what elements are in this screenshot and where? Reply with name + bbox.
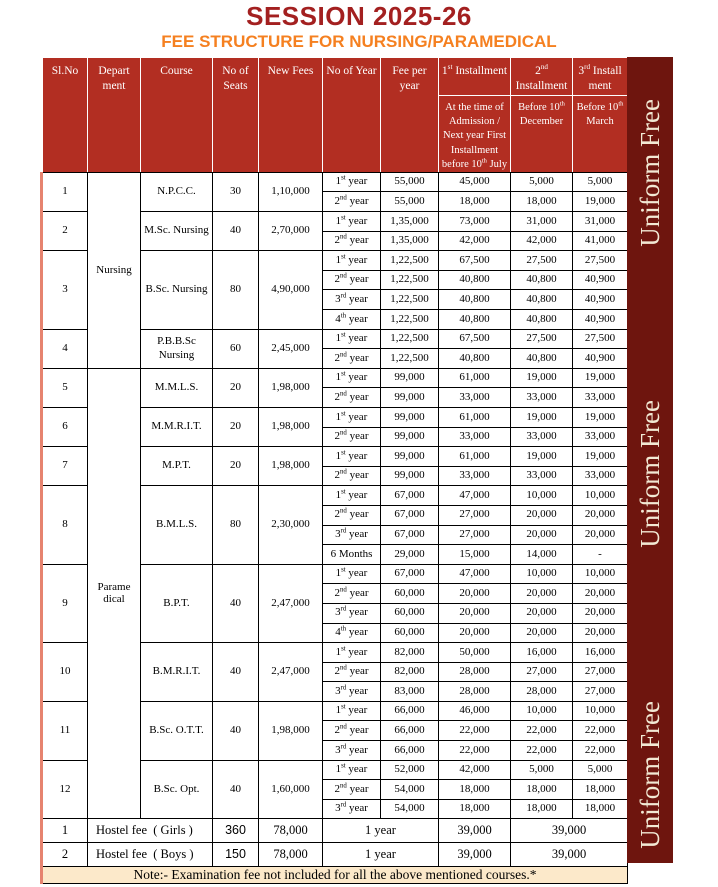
cell-year: 1st year [323, 701, 381, 721]
cell-year: 1st year [323, 251, 381, 271]
cell-year: 2nd year [323, 192, 381, 212]
cell-fee-per-year: 1,22,500 [381, 349, 439, 369]
cell-fee-per-year: 99,000 [381, 368, 439, 388]
cell-installment-1: 39,000 [439, 819, 511, 843]
cell-installment-1: 18,000 [439, 799, 511, 819]
cell-course: B.Sc. Opt. [141, 760, 213, 819]
cell-new-fees: 1,98,000 [259, 407, 323, 446]
cell-new-fees: 78,000 [259, 843, 323, 867]
subheader-installment-1: At the time of Admission / Next year First Installment before 10th July [439, 96, 511, 173]
cell-fee-per-year: 99,000 [381, 427, 439, 447]
cell-installment-3: 5,000 [573, 172, 628, 192]
cell-installment-1: 40,800 [439, 270, 511, 290]
cell-fee-per-year: 54,000 [381, 780, 439, 800]
cell-sl-no: 6 [43, 407, 88, 446]
cell-installment-3: 33,000 [573, 427, 628, 447]
cell-installment-3: 10,000 [573, 486, 628, 506]
cell-fee-per-year: 66,000 [381, 741, 439, 761]
cell-installment-2: 10,000 [511, 701, 573, 721]
cell-course: B.M.R.I.T. [141, 643, 213, 702]
cell-installment-3: 20,000 [573, 603, 628, 623]
cell-installment-2: 10,000 [511, 564, 573, 584]
cell-fee-per-year: 67,000 [381, 525, 439, 545]
cell-seats: 60 [213, 329, 259, 368]
cell-sl-no: 3 [43, 251, 88, 329]
cell-fee-per-year: 66,000 [381, 701, 439, 721]
cell-sl-no: 2 [43, 212, 88, 251]
cell-seats: 30 [213, 172, 259, 211]
cell-installment-1: 15,000 [439, 545, 511, 565]
header-row-main [43, 58, 628, 96]
cell-installment-1: 61,000 [439, 447, 511, 467]
cell-installment-3: 27,000 [573, 662, 628, 682]
cell-installment-1: 50,000 [439, 643, 511, 663]
cell-installment-3: 19,000 [573, 407, 628, 427]
cell-installment-1: 46,000 [439, 701, 511, 721]
cell-sl-no: 1 [43, 172, 88, 211]
cell-seats: 20 [213, 368, 259, 407]
cell-installment-2: 16,000 [511, 643, 573, 663]
cell-installment-3: 22,000 [573, 721, 628, 741]
hostel-row-girls [43, 819, 628, 843]
cell-fee-per-year: 99,000 [381, 407, 439, 427]
cell-seats: 40 [213, 701, 259, 760]
cell-new-fees: 1,98,000 [259, 447, 323, 486]
cell-year: 1st year [323, 564, 381, 584]
page-subtitle: FEE STRUCTURE FOR NURSING/PARAMEDICAL [161, 32, 557, 51]
cell-year: 1st year [323, 212, 381, 232]
cell-installment-2: 10,000 [511, 486, 573, 506]
cell-duration: 1 year [323, 843, 439, 867]
cell-installment-3: 40,900 [573, 310, 628, 330]
table-header [43, 58, 628, 173]
cell-installment-2: 27,500 [511, 329, 573, 349]
cell-installment-2: 5,000 [511, 172, 573, 192]
cell-installment-1: 39,000 [439, 843, 511, 867]
cell-year: 2nd year [323, 505, 381, 525]
cell-installment-2: 33,000 [511, 466, 573, 486]
cell-year: 2nd year [323, 780, 381, 800]
cell-department-nursing: Nursing [88, 172, 141, 368]
cell-year: 2nd year [323, 584, 381, 604]
cell-installment-2: 18,000 [511, 799, 573, 819]
cell-year: 2nd year [323, 231, 381, 251]
cell-fee-per-year: 67,000 [381, 486, 439, 506]
cell-year: 3rd year [323, 603, 381, 623]
cell-duration: 1 year [323, 819, 439, 843]
cell-year: 3rd year [323, 682, 381, 702]
cell-installment-3: 10,000 [573, 564, 628, 584]
col-header-sl-no: Sl.No [43, 58, 88, 173]
cell-installment-2: 22,000 [511, 721, 573, 741]
cell-installment-2: 18,000 [511, 192, 573, 212]
col-header-course: Course [141, 58, 213, 173]
cell-course: P.B.B.Sc Nursing [141, 329, 213, 368]
note-row [43, 867, 628, 884]
cell-installment-2: 28,000 [511, 682, 573, 702]
cell-year: 1st year [323, 368, 381, 388]
cell-installment-1: 42,000 [439, 231, 511, 251]
cell-installment-2: 39,000 [511, 843, 628, 867]
cell-installment-1: 28,000 [439, 682, 511, 702]
fee-table-wrapper [42, 57, 628, 884]
col-header-fee-per-year: Fee per year [381, 58, 439, 173]
cell-installment-3: 31,000 [573, 212, 628, 232]
cell-course: B.M.L.S. [141, 486, 213, 564]
cell-sl-no: 12 [43, 760, 88, 819]
cell-installment-3: 19,000 [573, 192, 628, 212]
cell-installment-2: 40,800 [511, 290, 573, 310]
cell-installment-2: 5,000 [511, 760, 573, 780]
cell-course: M.P.T. [141, 447, 213, 486]
cell-installment-3: 20,000 [573, 505, 628, 525]
uniform-free-text: Uniform Free [634, 99, 665, 247]
cell-sl-no: 8 [43, 486, 88, 564]
cell-installment-2: 20,000 [511, 603, 573, 623]
cell-fee-per-year: 99,000 [381, 388, 439, 408]
cell-installment-1: 45,000 [439, 172, 511, 192]
cell-installment-1: 67,500 [439, 329, 511, 349]
cell-installment-3: 5,000 [573, 760, 628, 780]
cell-fee-per-year: 67,000 [381, 564, 439, 584]
cell-installment-2: 40,800 [511, 349, 573, 369]
cell-new-fees: 2,30,000 [259, 486, 323, 564]
fee-table [42, 57, 628, 884]
cell-year: 2nd year [323, 466, 381, 486]
cell-installment-1: 20,000 [439, 603, 511, 623]
cell-installment-3: 20,000 [573, 525, 628, 545]
cell-installment-1: 40,800 [439, 349, 511, 369]
cell-new-fees: 1,10,000 [259, 172, 323, 211]
cell-installment-1: 20,000 [439, 623, 511, 643]
cell-year: 3rd year [323, 799, 381, 819]
cell-installment-2: 20,000 [511, 525, 573, 545]
cell-installment-2: 18,000 [511, 780, 573, 800]
table-row [43, 172, 628, 192]
cell-installment-2: 39,000 [511, 819, 628, 843]
cell-sl-no: 4 [43, 329, 88, 368]
cell-new-fees: 1,98,000 [259, 701, 323, 760]
cell-fee-per-year: 83,000 [381, 682, 439, 702]
cell-installment-1: 22,000 [439, 721, 511, 741]
cell-installment-2: 27,500 [511, 251, 573, 271]
cell-installment-3: 41,000 [573, 231, 628, 251]
col-header-new-fees: New Fees [259, 58, 323, 173]
cell-year: 4th year [323, 623, 381, 643]
cell-course: B.Sc. Nursing [141, 251, 213, 329]
uniform-free-text: Uniform Free [634, 400, 665, 548]
col-header-no-of-year: No of Year [323, 58, 381, 173]
cell-year: 1st year [323, 407, 381, 427]
cell-year: 2nd year [323, 427, 381, 447]
cell-installment-2: 19,000 [511, 407, 573, 427]
cell-installment-3: 16,000 [573, 643, 628, 663]
cell-fee-per-year: 60,000 [381, 603, 439, 623]
cell-installment-3: 19,000 [573, 368, 628, 388]
cell-fee-per-year: 54,000 [381, 799, 439, 819]
col-header-department: Depart ment [88, 58, 141, 173]
subheader-installment-3: Before 10th March [573, 96, 628, 173]
cell-installment-2: 27,000 [511, 662, 573, 682]
cell-course: M.M.R.I.T. [141, 407, 213, 446]
cell-fee-per-year: 60,000 [381, 623, 439, 643]
cell-fee-per-year: 1,35,000 [381, 231, 439, 251]
cell-course: N.P.C.C. [141, 172, 213, 211]
col-header-installment-1: 1st Installment [439, 58, 511, 96]
cell-new-fees: 1,60,000 [259, 760, 323, 819]
cell-fee-per-year: 1,22,500 [381, 251, 439, 271]
cell-sl-no: 2 [43, 843, 88, 867]
table-row [43, 368, 628, 388]
cell-new-fees: 4,90,000 [259, 251, 323, 329]
cell-fee-per-year: 1,22,500 [381, 290, 439, 310]
cell-installment-2: 20,000 [511, 505, 573, 525]
cell-installment-3: 19,000 [573, 447, 628, 467]
cell-installment-1: 67,500 [439, 251, 511, 271]
cell-seats: 80 [213, 251, 259, 329]
cell-seats: 40 [213, 564, 259, 642]
cell-year: 3rd year [323, 290, 381, 310]
cell-installment-3: 27,000 [573, 682, 628, 702]
cell-sl-no: 5 [43, 368, 88, 407]
cell-new-fees: 2,70,000 [259, 212, 323, 251]
cell-installment-3: 18,000 [573, 780, 628, 800]
cell-fee-per-year: 82,000 [381, 643, 439, 663]
cell-year: 1st year [323, 172, 381, 192]
cell-installment-2: 19,000 [511, 368, 573, 388]
cell-installment-3: 33,000 [573, 466, 628, 486]
cell-seats: 40 [213, 212, 259, 251]
cell-installment-3: 27,500 [573, 251, 628, 271]
cell-installment-1: 47,000 [439, 486, 511, 506]
cell-fee-per-year: 1,22,500 [381, 310, 439, 330]
uniform-free-text: Uniform Free [634, 701, 665, 849]
cell-installment-1: 61,000 [439, 368, 511, 388]
col-header-seats: No of Seats [213, 58, 259, 173]
cell-fee-per-year: 67,000 [381, 505, 439, 525]
cell-installment-3: 40,900 [573, 349, 628, 369]
cell-sl-no: 11 [43, 701, 88, 760]
cell-course: B.P.T. [141, 564, 213, 642]
cell-installment-2: 31,000 [511, 212, 573, 232]
cell-year: 1st year [323, 447, 381, 467]
cell-installment-3: 10,000 [573, 701, 628, 721]
cell-fee-per-year: 99,000 [381, 466, 439, 486]
cell-new-fees: 2,47,000 [259, 564, 323, 642]
cell-seats: 20 [213, 407, 259, 446]
cell-fee-per-year: 29,000 [381, 545, 439, 565]
cell-installment-1: 40,800 [439, 310, 511, 330]
cell-year: 2nd year [323, 388, 381, 408]
table-body [43, 172, 628, 883]
cell-new-fees: 2,47,000 [259, 643, 323, 702]
cell-installment-1: 40,800 [439, 290, 511, 310]
cell-hostel-label: Hostel fee ( Girls ) [88, 819, 213, 843]
cell-installment-1: 61,000 [439, 407, 511, 427]
cell-installment-3: 20,000 [573, 623, 628, 643]
cell-installment-1: 33,000 [439, 427, 511, 447]
cell-installment-3: 40,900 [573, 290, 628, 310]
uniform-free-banner [627, 57, 673, 863]
cell-fee-per-year: 55,000 [381, 172, 439, 192]
cell-new-fees: 1,98,000 [259, 368, 323, 407]
cell-fee-per-year: 99,000 [381, 447, 439, 467]
cell-installment-1: 47,000 [439, 564, 511, 584]
cell-installment-2: 33,000 [511, 388, 573, 408]
cell-year: 3rd year [323, 741, 381, 761]
cell-installment-3: 27,500 [573, 329, 628, 349]
cell-sl-no: 9 [43, 564, 88, 642]
cell-seats: 360 [213, 819, 259, 843]
cell-seats: 40 [213, 760, 259, 819]
cell-seats: 150 [213, 843, 259, 867]
cell-sl-no: 7 [43, 447, 88, 486]
cell-installment-2: 42,000 [511, 231, 573, 251]
col-header-installment-3: 3rd Install ment [573, 58, 628, 96]
cell-fee-per-year: 1,35,000 [381, 212, 439, 232]
cell-installment-1: 22,000 [439, 741, 511, 761]
cell-installment-2: 20,000 [511, 584, 573, 604]
cell-installment-3: 22,000 [573, 741, 628, 761]
cell-installment-1: 42,000 [439, 760, 511, 780]
cell-year: 1st year [323, 329, 381, 349]
col-header-installment-2: 2nd Installment [511, 58, 573, 96]
cell-fee-per-year: 55,000 [381, 192, 439, 212]
cell-year: 2nd year [323, 270, 381, 290]
cell-installment-1: 33,000 [439, 388, 511, 408]
note-text: Note:- Examination fee not included for all the above mentioned courses.* [43, 867, 628, 884]
cell-installment-1: 28,000 [439, 662, 511, 682]
cell-installment-1: 18,000 [439, 192, 511, 212]
cell-fee-per-year: 66,000 [381, 721, 439, 741]
cell-year: 1st year [323, 643, 381, 663]
hostel-row-boys [43, 843, 628, 867]
cell-fee-per-year: 60,000 [381, 584, 439, 604]
cell-year: 1st year [323, 760, 381, 780]
cell-installment-1: 73,000 [439, 212, 511, 232]
cell-installment-2: 20,000 [511, 623, 573, 643]
cell-installment-3: - [573, 545, 628, 565]
cell-installment-3: 40,900 [573, 270, 628, 290]
cell-seats: 40 [213, 643, 259, 702]
cell-course: B.Sc. O.T.T. [141, 701, 213, 760]
cell-new-fees: 2,45,000 [259, 329, 323, 368]
cell-course: M.M.L.S. [141, 368, 213, 407]
cell-installment-1: 27,000 [439, 505, 511, 525]
cell-installment-3: 33,000 [573, 388, 628, 408]
cell-installment-2: 40,800 [511, 310, 573, 330]
cell-installment-1: 20,000 [439, 584, 511, 604]
subheader-installment-2: Before 10th December [511, 96, 573, 173]
cell-new-fees: 78,000 [259, 819, 323, 843]
cell-sl-no: 10 [43, 643, 88, 702]
cell-installment-2: 14,000 [511, 545, 573, 565]
cell-installment-2: 22,000 [511, 741, 573, 761]
cell-fee-per-year: 1,22,500 [381, 329, 439, 349]
cell-year: 6 Months [323, 545, 381, 565]
cell-installment-3: 20,000 [573, 584, 628, 604]
cell-installment-2: 33,000 [511, 427, 573, 447]
cell-seats: 80 [213, 486, 259, 564]
cell-installment-2: 40,800 [511, 270, 573, 290]
cell-year: 1st year [323, 486, 381, 506]
cell-installment-3: 18,000 [573, 799, 628, 819]
cell-seats: 20 [213, 447, 259, 486]
cell-sl-no: 1 [43, 819, 88, 843]
cell-fee-per-year: 52,000 [381, 760, 439, 780]
cell-fee-per-year: 1,22,500 [381, 270, 439, 290]
page-title: SESSION 2025-26 [246, 1, 472, 31]
cell-installment-1: 33,000 [439, 466, 511, 486]
cell-course: M.Sc. Nursing [141, 212, 213, 251]
cell-year: 2nd year [323, 349, 381, 369]
cell-year: 2nd year [323, 721, 381, 741]
cell-hostel-label: Hostel fee ( Boys ) [88, 843, 213, 867]
cell-installment-2: 19,000 [511, 447, 573, 467]
cell-year: 2nd year [323, 662, 381, 682]
cell-installment-1: 27,000 [439, 525, 511, 545]
cell-fee-per-year: 82,000 [381, 662, 439, 682]
cell-department-paramedical: Parame dical [88, 368, 141, 819]
cell-installment-1: 18,000 [439, 780, 511, 800]
table-left-accent [40, 172, 43, 884]
cell-year: 4th year [323, 310, 381, 330]
cell-year: 3rd year [323, 525, 381, 545]
